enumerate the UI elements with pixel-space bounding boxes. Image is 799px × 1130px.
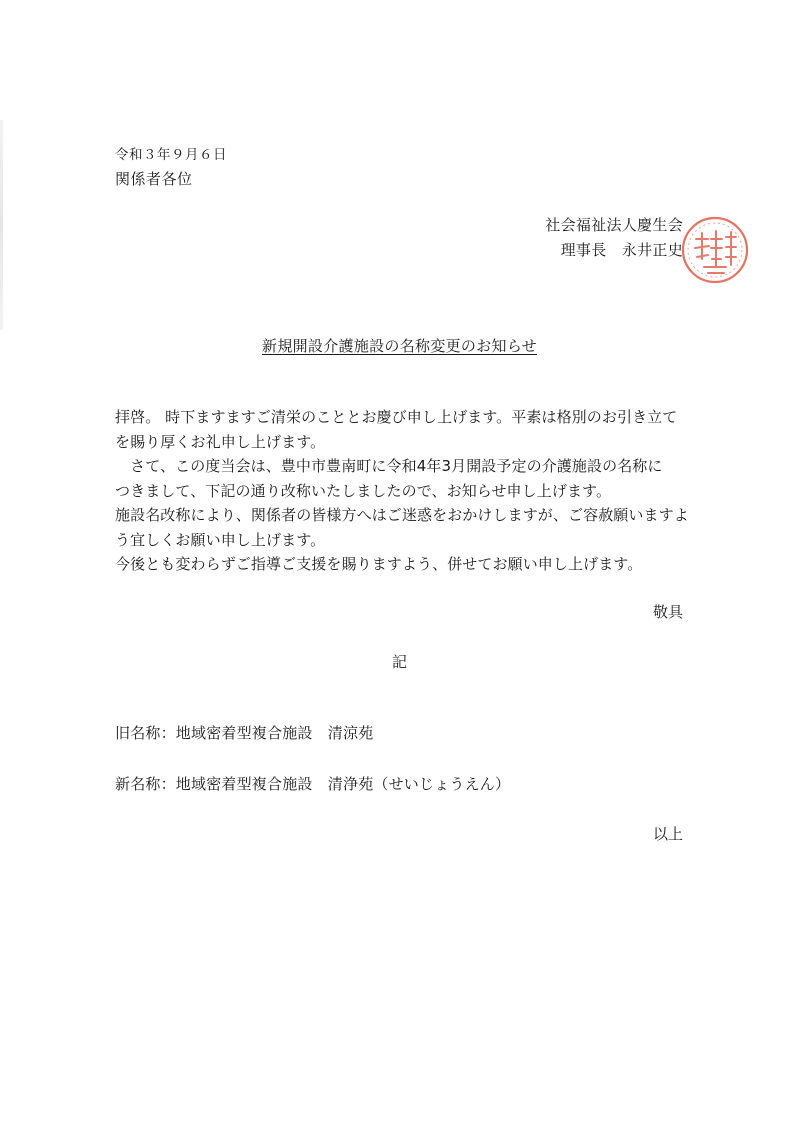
scan-edge-mark xyxy=(0,120,3,330)
body-line: つきまして、下記の通り改称いたしましたので、お知らせ申し上げます。 xyxy=(115,481,612,500)
letter-date: 令和３年９月６日 xyxy=(115,147,227,163)
body-line: さて、この度当会は、豊中市豊南町に令和4年3月開設予定の介護施設の名称に xyxy=(115,457,663,475)
sender-representative: 理事長 永井正史 xyxy=(560,241,683,259)
body-line: 施設名改称により、関係者の皆様方へはご迷惑をおかけしますが、ご容赦願いますよ xyxy=(115,506,689,524)
body-line: 今後とも変わらずご指導ご支援を賜りますよう、併せてお願い申し上げます。 xyxy=(115,555,643,573)
body-line: 拝啓。 時下ますますご清栄のこととお慶び申し上げます。平素は格別のお引き立て xyxy=(115,408,678,426)
old-facility-name: 旧名称：地域密着型複合施設 清涼苑 xyxy=(115,724,374,742)
document-title-text: 新規開設介護施設の名称変更のお知らせ xyxy=(262,337,537,355)
body-line: を賜り厚くお礼申し上げます。 xyxy=(115,432,326,451)
official-seal-icon xyxy=(680,215,750,285)
notice-heading-ki: 記 xyxy=(391,653,407,671)
body-line: う宜しくお願い申し上げます。 xyxy=(115,530,326,549)
closing-ijo: 以上 xyxy=(652,825,683,843)
new-facility-name: 新名称：地域密着型複合施設 清浄苑（せいじょうえん） xyxy=(115,775,511,793)
document-title xyxy=(0,335,799,356)
letter-body xyxy=(115,405,690,577)
sender-organization: 社会福祉法人慶生会 xyxy=(545,216,683,234)
letter-recipient: 関係者各位 xyxy=(115,170,193,188)
closing-keigu: 敬具 xyxy=(652,603,683,621)
